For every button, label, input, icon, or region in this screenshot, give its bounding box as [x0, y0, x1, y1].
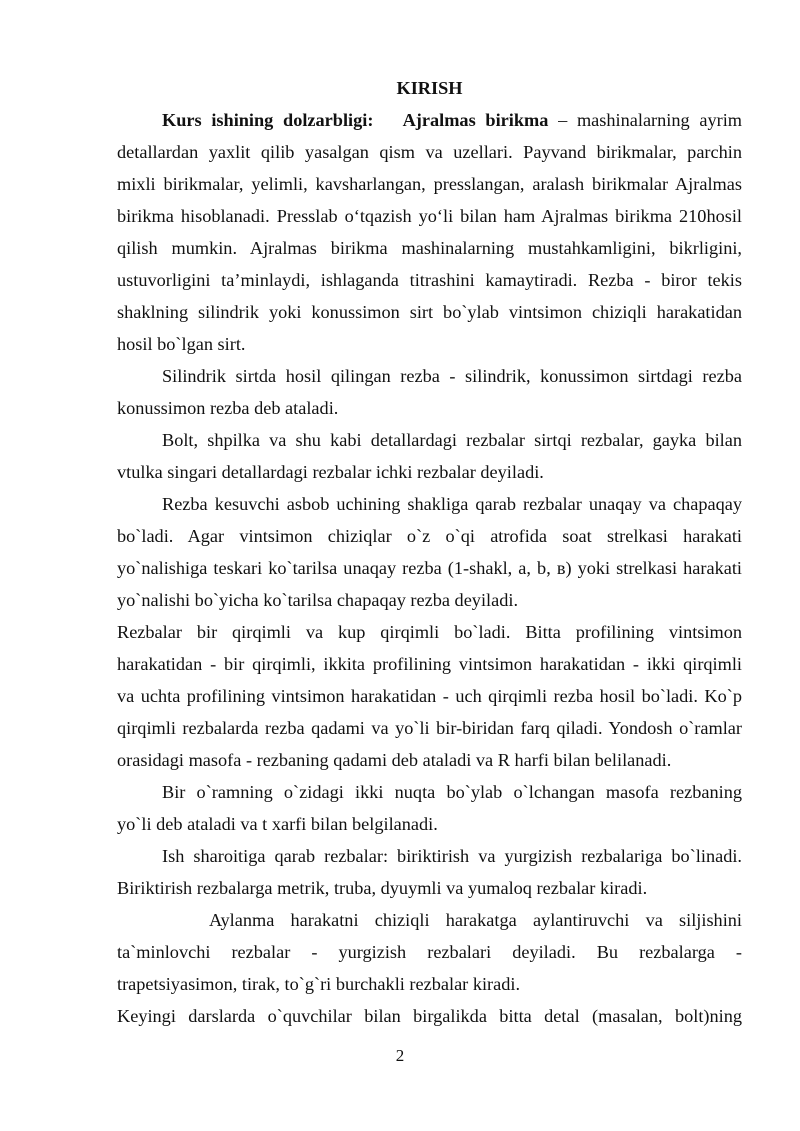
paragraph-line: hosil bo`lgan sirt. — [117, 334, 246, 354]
page-number: 2 — [395, 1046, 405, 1065]
paragraph-line: ta`minlovchi rezbalar - yurgizish rezbalari deyiladi. Bu rezbalarga - — [117, 942, 742, 962]
paragraph-line: Bolt, shpilka va shu kabi detallardagi rezbalar sirtqi rezbalar, gayka bilan — [162, 430, 742, 450]
paragraph-line: Aylanma harakatni chiziqli harakatga aylantiruvchi va siljishini — [209, 910, 742, 930]
paragraph-line: qirqimli rezbalarda rezba qadami va yo`li bir-biridan farq qiladi. Yondosh o`ramlar — [117, 718, 742, 738]
paragraph-line: ustuvorligini taʼminlaydi, ishlaganda titrashini kamaytiradi. Rezba - biror tekis — [117, 270, 742, 290]
paragraph-line: birikma hisoblanadi. Presslab oʻtqazish yoʻli bilan ham Ajralmas birikma 210hosil — [117, 206, 742, 226]
intro-line — [162, 108, 742, 132]
paragraph-line: orasidagi masofa - rezbaning qadami deb ataladi va R harfi bilan belilanadi. — [117, 750, 672, 770]
paragraph-line: konussimon rezba deb ataladi. — [117, 398, 339, 418]
intro-term: Ajralmas birikma — [402, 110, 549, 130]
paragraph-line: detallardan yaxlit qilib yasalgan qism va uzellari. Payvand birikmalar, parchin — [117, 142, 742, 162]
paragraph-line: Biriktirish rezbalarga metrik, truba, dyuymli va yumaloq rezbalar kiradi. — [117, 878, 648, 898]
paragraph-line: Bir o`ramning o`zidagi ikki nuqta bo`ylab o`lchangan masofa rezbaning — [162, 782, 742, 802]
paragraph-line: qilish mumkin. Ajralmas birikma mashinalarning mustahkamligini, bikrligini, — [117, 238, 742, 258]
paragraph-line: va uchta profilining vintsimon harakatidan - uch qirqimli rezba hosil bo`ladi. Ko`p — [117, 686, 742, 706]
paragraph-line: Silindrik sirtda hosil qilingan rezba - silindrik, konussimon sirtdagi rezba — [162, 366, 742, 386]
intro-heading: Kurs ishining dolzarbligi: — [162, 110, 374, 130]
page-title: KIRISH — [396, 78, 463, 98]
paragraph-line: yo`nalishiga teskari ko`tarilsa unaqay rezba (1-shakl, a, b, в) yoki strelkasi harakati — [117, 558, 742, 578]
paragraph-line: trapetsiyasimon, tirak, to`g`ri burchakli rezbalar kiradi. — [117, 974, 521, 994]
paragraph-line: Rezba kesuvchi asbob uchining shakliga qarab rezbalar unaqay va chapaqay — [162, 494, 742, 514]
paragraph-line: yo`nalishi bo`yicha ko`tarilsa chapaqay rezba deyiladi. — [117, 590, 519, 610]
paragraph-line: vtulka singari detallardagi rezbalar ichki rezbalar deyiladi. — [117, 462, 544, 482]
paragraph-line: bo`ladi. Agar vintsimon chiziqlar o`z o`qi atrofida soat strelkasi harakati — [117, 526, 742, 546]
paragraph-line: Rezbalar bir qirqimli va kup qirqimli bo`ladi. Bitta profilining vintsimon — [117, 622, 742, 642]
paragraph-line: Ish sharoitiga qarab rezbalar: biriktirish va yurgizish rezbalariga bo`linadi. — [162, 846, 742, 866]
intro-rest: – mashinalarning ayrim — [548, 110, 742, 130]
paragraph-line: Keyingi darslarda o`quvchilar bilan birgalikda bitta detal (masalan, bolt)ning — [117, 1006, 742, 1026]
paragraph-line: shaklning silindrik yoki konussimon sirt bo`ylab vintsimon chiziqli harakatidan — [117, 302, 742, 322]
paragraph-line: mixli birikmalar, yelimli, kavsharlangan, presslangan, aralash birikmalar Ajralmas — [117, 174, 742, 194]
paragraph-line: harakatidan - bir qirqimli, ikkita profilining vintsimon harakatidan - ikki qirqimli — [117, 654, 742, 674]
paragraph-line: yo`li deb ataladi va t xarfi bilan belgilanadi. — [117, 814, 438, 834]
